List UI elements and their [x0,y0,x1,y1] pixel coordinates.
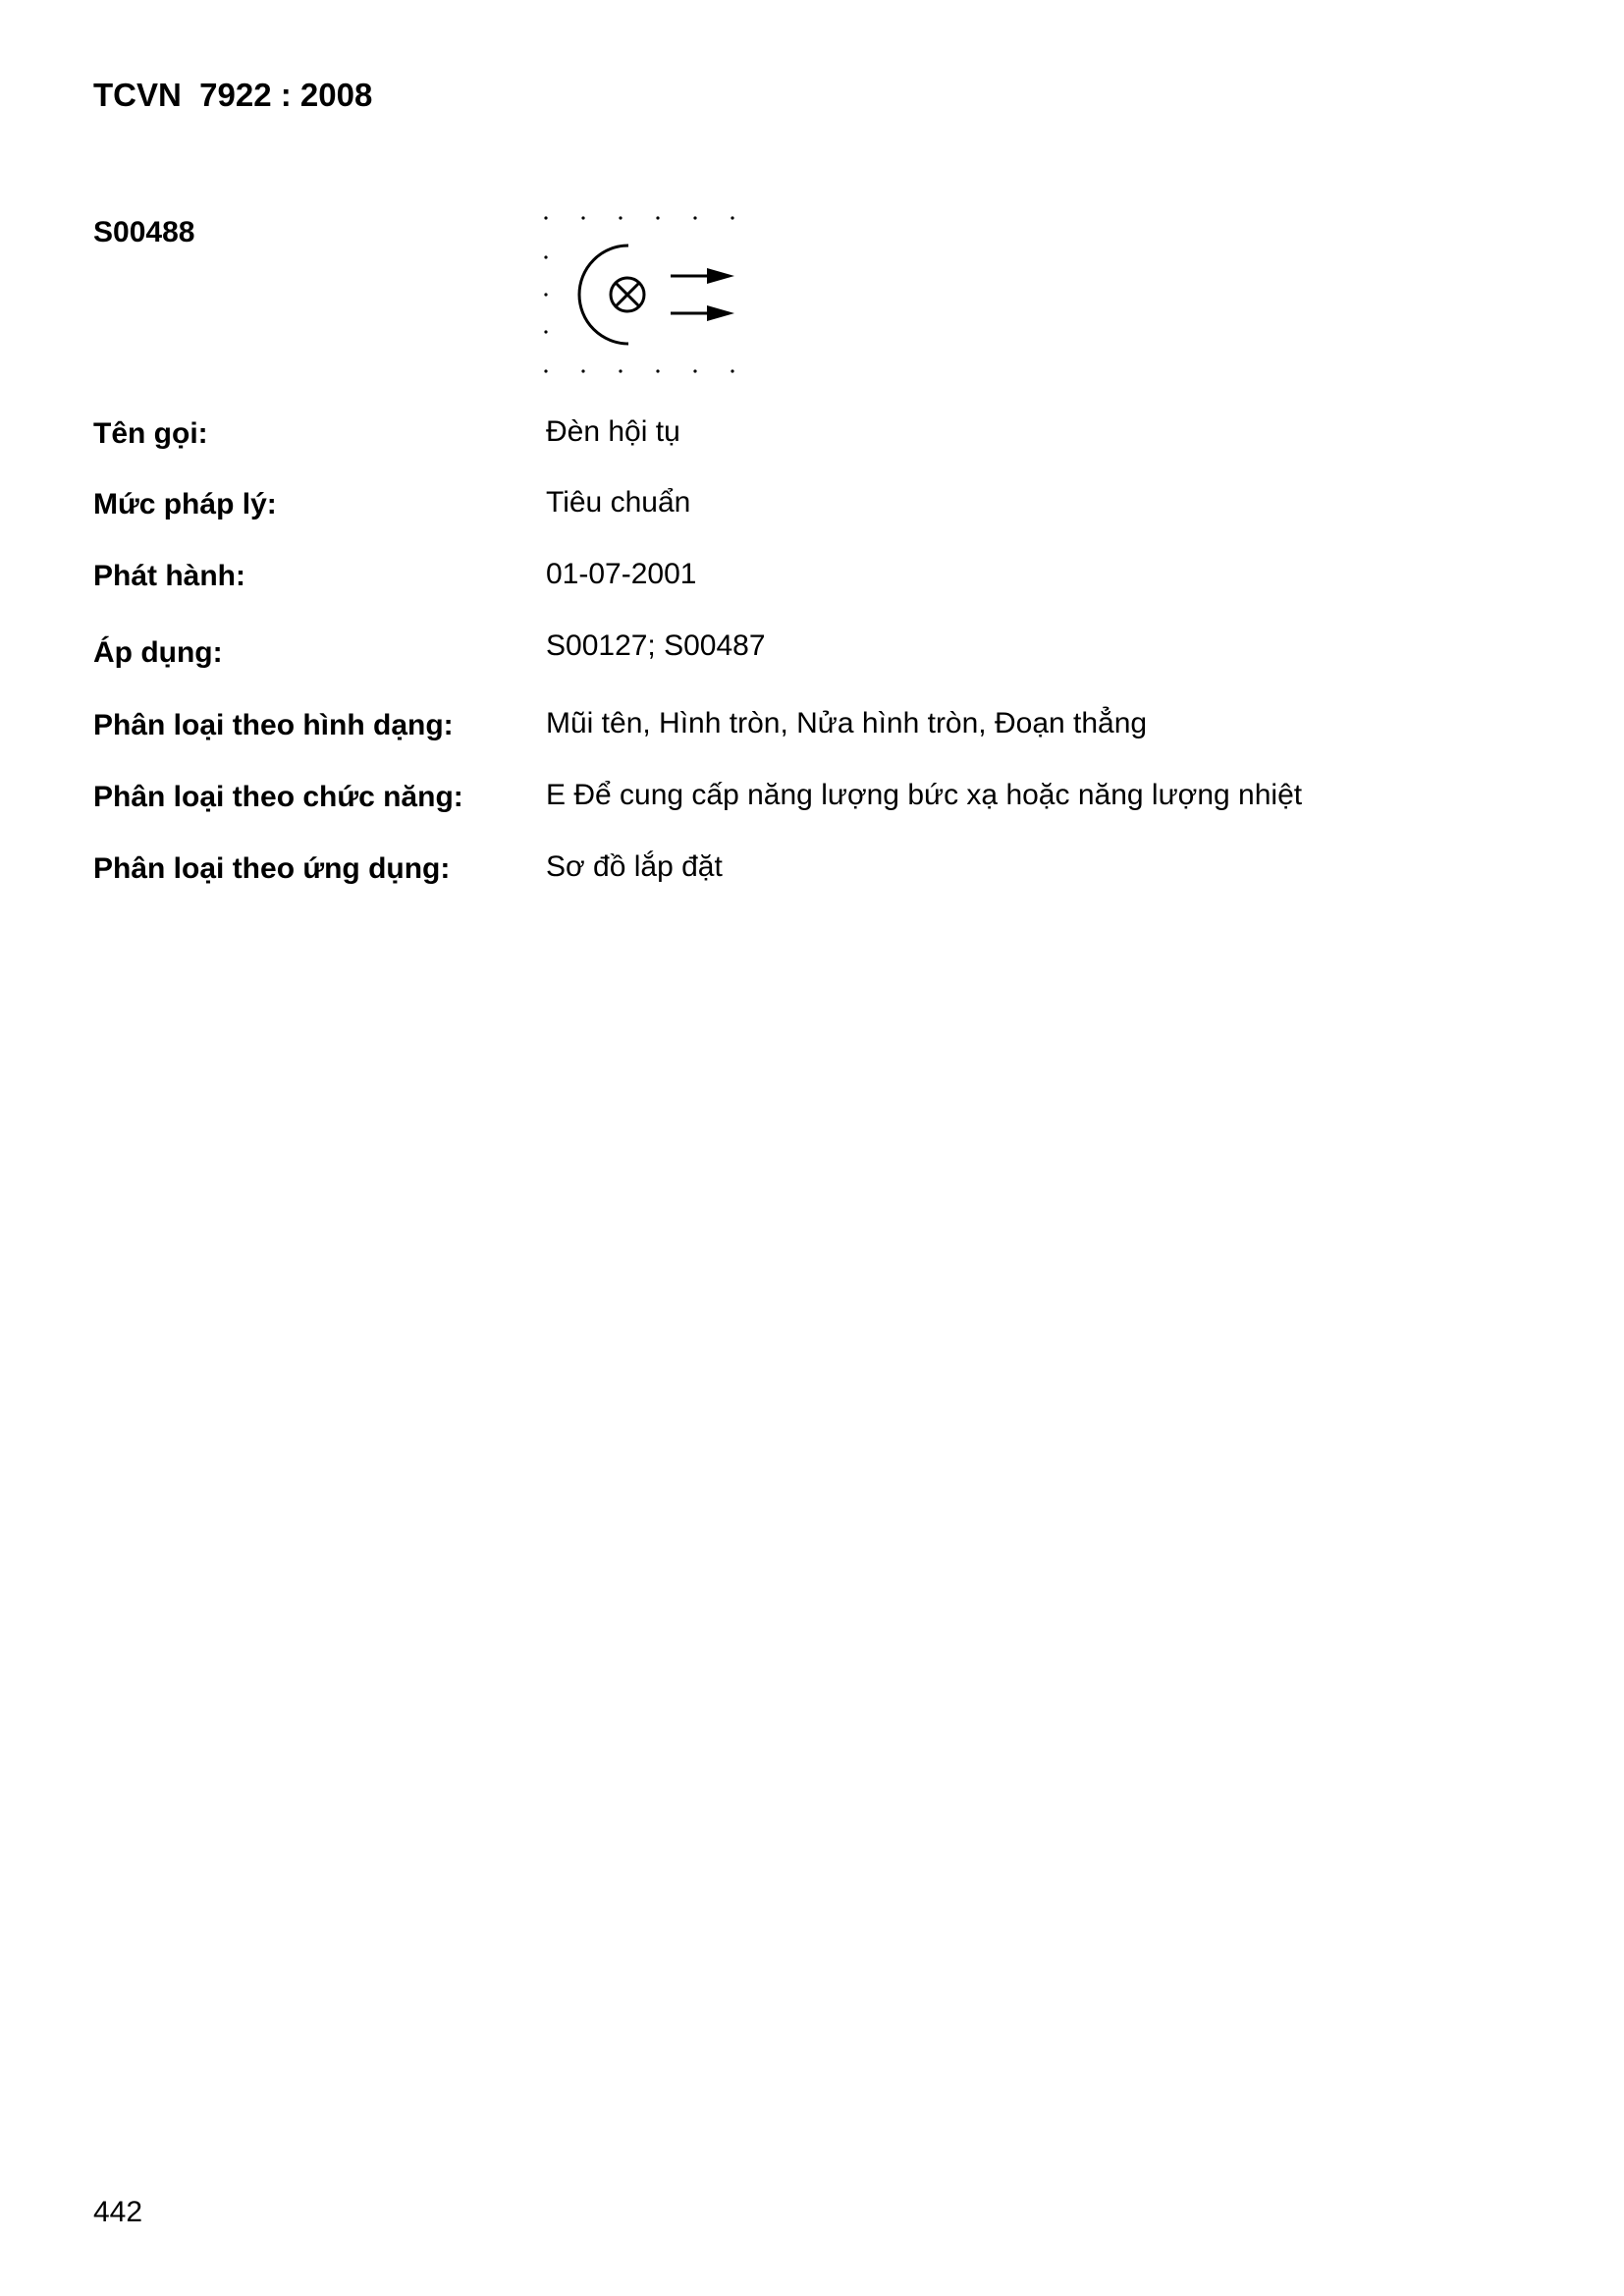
page-number: 442 [93,2196,143,2228]
field-shape-class-label: Phân loại theo hình dạng: [93,709,454,741]
field-function-class-label: Phân loại theo chức năng: [93,781,463,813]
field-issued-label: Phát hành: [93,560,245,592]
field-shape-class-value: Mũi tên, Hình tròn, Nửa hình tròn, Đoạn thẳng [546,707,1148,739]
field-legal-level-value: Tiêu chuẩn [546,486,691,519]
focused-lamp-symbol-icon [542,206,758,383]
field-applies-label: Áp dụng: [93,636,223,669]
field-name-label: Tên gọi: [93,417,208,450]
field-issued-value: 01-07-2001 [546,558,697,590]
symbol-code: S00488 [93,216,195,248]
field-name-value: Đèn hội tụ [546,415,680,448]
field-application-class-value: Sơ đồ lắp đặt [546,850,723,883]
field-application-class-label: Phân loại theo ứng dụng: [93,852,451,885]
standard-header: TCVN 7922 : 2008 [93,77,373,113]
field-function-class-value: E Để cung cấp năng lượng bức xạ hoặc năng lượng nhiệt [546,779,1303,811]
field-legal-level-label: Mức pháp lý: [93,488,277,520]
field-applies-value: S00127; S00487 [546,629,766,662]
